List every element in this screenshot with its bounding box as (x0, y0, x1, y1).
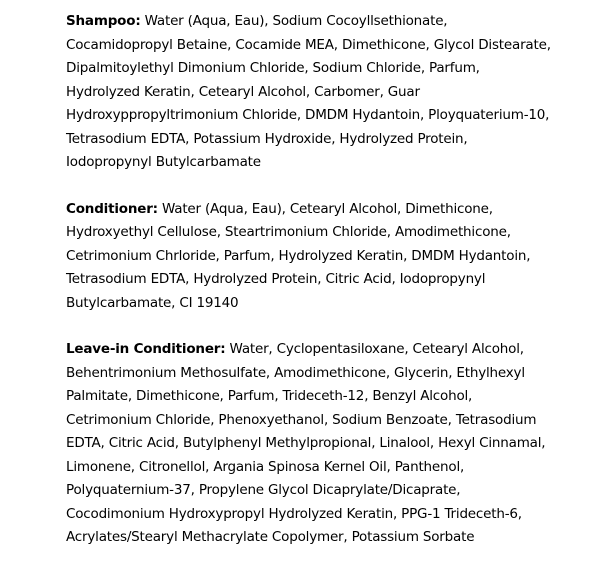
leave-in-conditioner-ingredients (66, 338, 556, 550)
conditioner-ingredient-list: Water (Aqua, Eau), Cetearyl Alcohol, Dimethicone, Hydroxyethyl Cellulose, Steartrimonium Chloride, Amodimethicone, Cetrimonium Chrloride, Parfum, Hydrolyzed Keratin, DMDM Hydantoin, Tetrasodium EDTA, Hydrolyzed Protein, Citric Acid, Iodopropynyl Butylcarbamate, CI 19140 (66, 200, 531, 311)
ingredients-document (66, 10, 556, 573)
shampoo-label: Shampoo: (66, 13, 141, 29)
leave-in-conditioner-ingredient-list: Water, Cyclopentasiloxane, Cetearyl Alcohol, Behentrimonium Methosulfate, Amodimethicone, Glycerin, Ethylhexyl Palmitate, Dimethicone, Parfum, Trideceth-12, Benzyl Alcohol, Cetrimonium Chloride, Phenoxyethanol, Sodium Benzoate, Tetrasodium EDTA, Citric Acid, Butylphenyl Methylpropional, Linalool, Hexyl Cinnamal, Limonene, Citronellol, Argania Spinosa Kernel Oil, Panthenol, Polyquaternium-37, Propylene Glycol Dicaprylate/Dicaprate, Cocodimonium Hydroxypropyl Hydrolyzed Keratin, PPG-1 Trideceth-6, Acrylates/Stearyl Methacrylate Copolymer, Potassium Sorbate (66, 341, 546, 545)
conditioner-label: Conditioner: (66, 200, 158, 217)
leave-in-conditioner-label: Leave-in Conditioner: (66, 341, 226, 357)
shampoo-ingredients (66, 10, 556, 175)
shampoo-ingredient-list: Water (Aqua, Eau), Sodium Cocoyllsethionate, Cocamidopropyl Betaine, Cocamide MEA, Dimethicone, Glycol Distearate, Dipalmitoylethyl Dimonium Chloride, Sodium Chloride, Parfum, Hydrolyzed Keratin, Cetearyl Alcohol, Carbomer, Guar Hydroxyppropyltrimonium Chloride, DMDM Hydantoin, Ployquaterium-10, Tetrasodium EDTA, Potassium Hydroxide, Hydrolyzed Protein, Iodopropynyl Butylcarbamate (66, 13, 551, 170)
conditioner-ingredients (66, 198, 556, 316)
